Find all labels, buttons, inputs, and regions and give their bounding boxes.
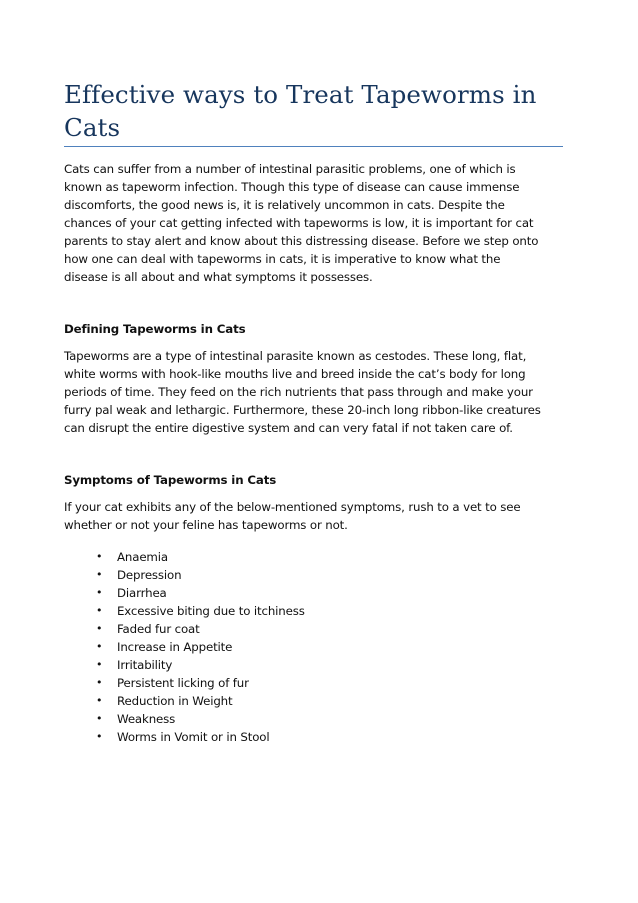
symptom-label: Depression: [117, 568, 182, 582]
symptom-label: Anaemia: [117, 550, 168, 564]
bullet-icon: •: [96, 568, 103, 581]
text-line: chances of your cat getting infected with tapeworms is low, it is important for cat: [64, 216, 534, 230]
document-title: [64, 78, 564, 144]
text-line: disease is all about and what symptoms it possesses.: [64, 270, 373, 284]
symptom-label: Reduction in Weight: [117, 694, 233, 708]
intro-paragraph: [64, 160, 538, 286]
symptom-label: Persistent licking of fur: [117, 676, 249, 690]
title-line: Effective ways to Treat Tapeworms in: [64, 80, 537, 109]
defining-paragraph: [64, 347, 541, 437]
symptom-label: Weakness: [117, 712, 176, 726]
symptom-label: Diarrhea: [117, 586, 167, 600]
bullet-icon: •: [96, 622, 103, 635]
bullet-icon: •: [96, 550, 103, 563]
bullet-icon: •: [96, 640, 103, 653]
text-line: periods of time. They feed on the rich nutrients that pass through and make your: [64, 385, 533, 399]
text-line: can disrupt the entire digestive system and can very fatal if not taken care of.: [64, 421, 513, 435]
text-line: Cats can suffer from a number of intestinal parasitic problems, one of which is: [64, 162, 516, 176]
title-underline-rule: [64, 146, 563, 147]
bullet-icon: •: [96, 604, 103, 617]
text-line: Tapeworms are a type of intestinal parasite known as cestodes. These long, flat,: [64, 349, 527, 363]
symptoms-intro-paragraph: [64, 498, 520, 534]
text-line: furry pal weak and lethargic. Furthermore, these 20-inch long ribbon-like creatures: [64, 403, 541, 417]
bullet-icon: •: [96, 730, 103, 743]
symptom-label: Increase in Appetite: [117, 640, 233, 654]
text-line: If your cat exhibits any of the below-mentioned symptoms, rush to a vet to see: [64, 500, 521, 514]
text-line: known as tapeworm infection. Though this type of disease can cause immense: [64, 180, 520, 194]
bullet-icon: •: [96, 694, 103, 707]
bullet-icon: •: [96, 658, 103, 671]
symptom-label: Faded fur coat: [117, 622, 200, 636]
symptom-label: Irritability: [117, 658, 173, 672]
text-line: white worms with hook-like mouths live and breed inside the cat’s body for long: [64, 367, 526, 381]
text-line: whether or not your feline has tapeworms or not.: [64, 518, 348, 532]
text-line: discomforts, the good news is, it is relatively uncommon in cats. Despite the: [64, 198, 505, 212]
section-heading-symptoms: Symptoms of Tapeworms in Cats: [64, 473, 277, 487]
text-line: parents to stay alert and know about this distressing disease. Before we step onto: [64, 234, 539, 248]
bullet-icon: •: [96, 586, 103, 599]
section-heading-defining: Defining Tapeworms in Cats: [64, 322, 246, 336]
bullet-icon: •: [96, 712, 103, 725]
symptom-label: Excessive biting due to itchiness: [117, 604, 305, 618]
title-line: Cats: [64, 113, 121, 142]
symptom-label: Worms in Vomit or in Stool: [117, 730, 270, 744]
text-line: how one can deal with tapeworms in cats, it is imperative to know what the: [64, 252, 501, 266]
bullet-icon: •: [96, 676, 103, 689]
